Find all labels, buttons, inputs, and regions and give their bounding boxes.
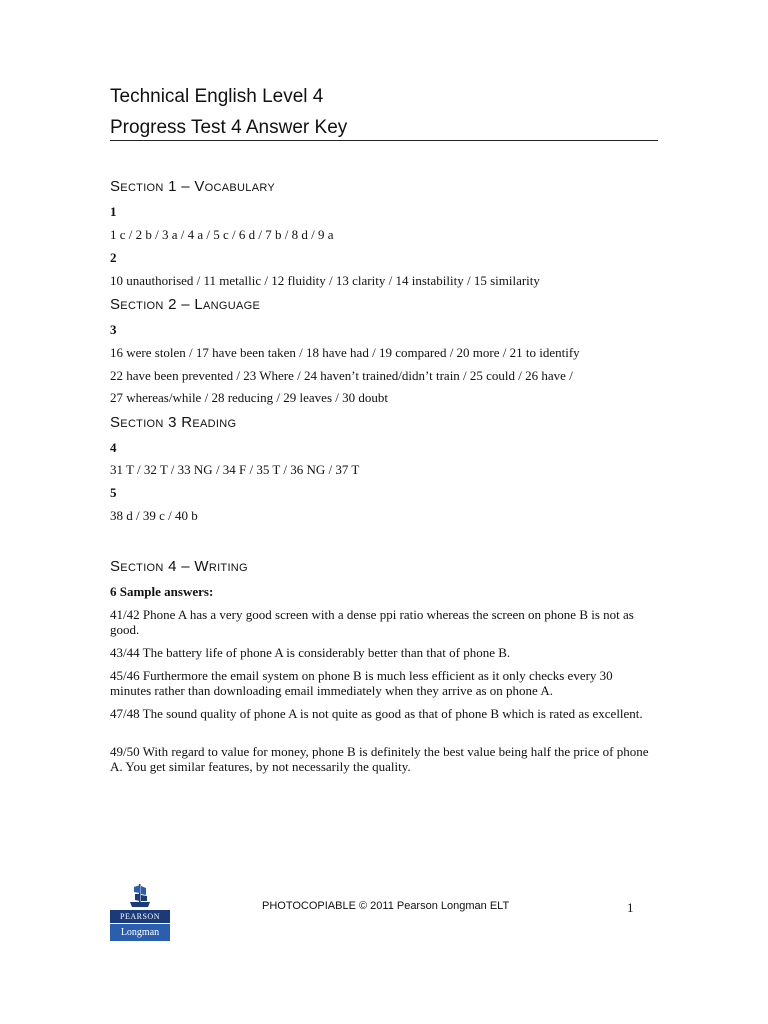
title-divider — [110, 140, 658, 141]
document-subtitle: Progress Test 4 Answer Key — [110, 117, 348, 138]
section-2-heading: Section 2 – Language — [110, 296, 261, 313]
question-3-answers-line-3: 27 whereas/while / 28 reducing / 29 leaves / 30 doubt — [110, 390, 388, 405]
sample-answer-49-50: 49/50 With regard to value for money, phone B is definitely the best value being half the price of phone A. You get similar features, by not necessarily the quality. — [110, 744, 649, 774]
question-4-label: 4 — [110, 440, 117, 455]
logo-pearson-text: PEARSON — [110, 910, 170, 923]
question-6-label: 6 Sample answers: — [110, 584, 214, 599]
question-3-label: 3 — [110, 322, 117, 337]
copyright-notice: PHOTOCOPIABLE © 2011 Pearson Longman ELT — [262, 900, 510, 912]
question-5-answers: 38 d / 39 c / 40 b — [110, 508, 198, 523]
page-number: 1 — [627, 900, 634, 915]
question-1-label: 1 — [110, 204, 117, 219]
question-3-answers-line-2: 22 have been prevented / 23 Where / 24 haven’t trained/didn’t train / 25 could / 26 have / — [110, 368, 573, 383]
section-3-heading: Section 3 Reading — [110, 414, 237, 431]
sample-answer-43-44: 43/44 The battery life of phone A is considerably better than that of phone B. — [110, 645, 511, 660]
question-4-answers: 31 T / 32 T / 33 NG / 34 F / 35 T / 36 NG / 37 T — [110, 462, 360, 477]
sample-answer-41-42: 41/42 Phone A has a very good screen with a dense ppi ratio whereas the screen on phone B is not as good. — [110, 607, 634, 637]
question-3-answers-line-1: 16 were stolen / 17 have been taken / 18 have had / 19 compared / 20 more / 21 to identify — [110, 345, 580, 360]
section-4-heading: Section 4 – Writing — [110, 558, 248, 575]
question-2-answers: 10 unauthorised / 11 metallic / 12 fluidity / 13 clarity / 14 instability / 15 similarity — [110, 273, 540, 288]
sample-answer-47-48: 47/48 The sound quality of phone A is not quite as good as that of phone B which is rated as excellent. — [110, 706, 643, 721]
section-1-heading: Section 1 – Vocabulary — [110, 178, 276, 195]
question-5-label: 5 — [110, 485, 117, 500]
question-2-label: 2 — [110, 250, 117, 265]
ship-icon — [110, 880, 170, 910]
logo-longman-text: Longman — [110, 924, 170, 941]
document-title: Technical English Level 4 — [110, 86, 324, 107]
sample-answer-45-46: 45/46 Furthermore the email system on phone B is much less efficient as it only checks every 30 minutes rather than downloading email immediately when they arrive as on phone A. — [110, 668, 613, 698]
pearson-longman-logo — [110, 880, 170, 941]
question-1-answers: 1 c / 2 b / 3 a / 4 a / 5 c / 6 d / 7 b / 8 d / 9 a — [110, 227, 334, 242]
